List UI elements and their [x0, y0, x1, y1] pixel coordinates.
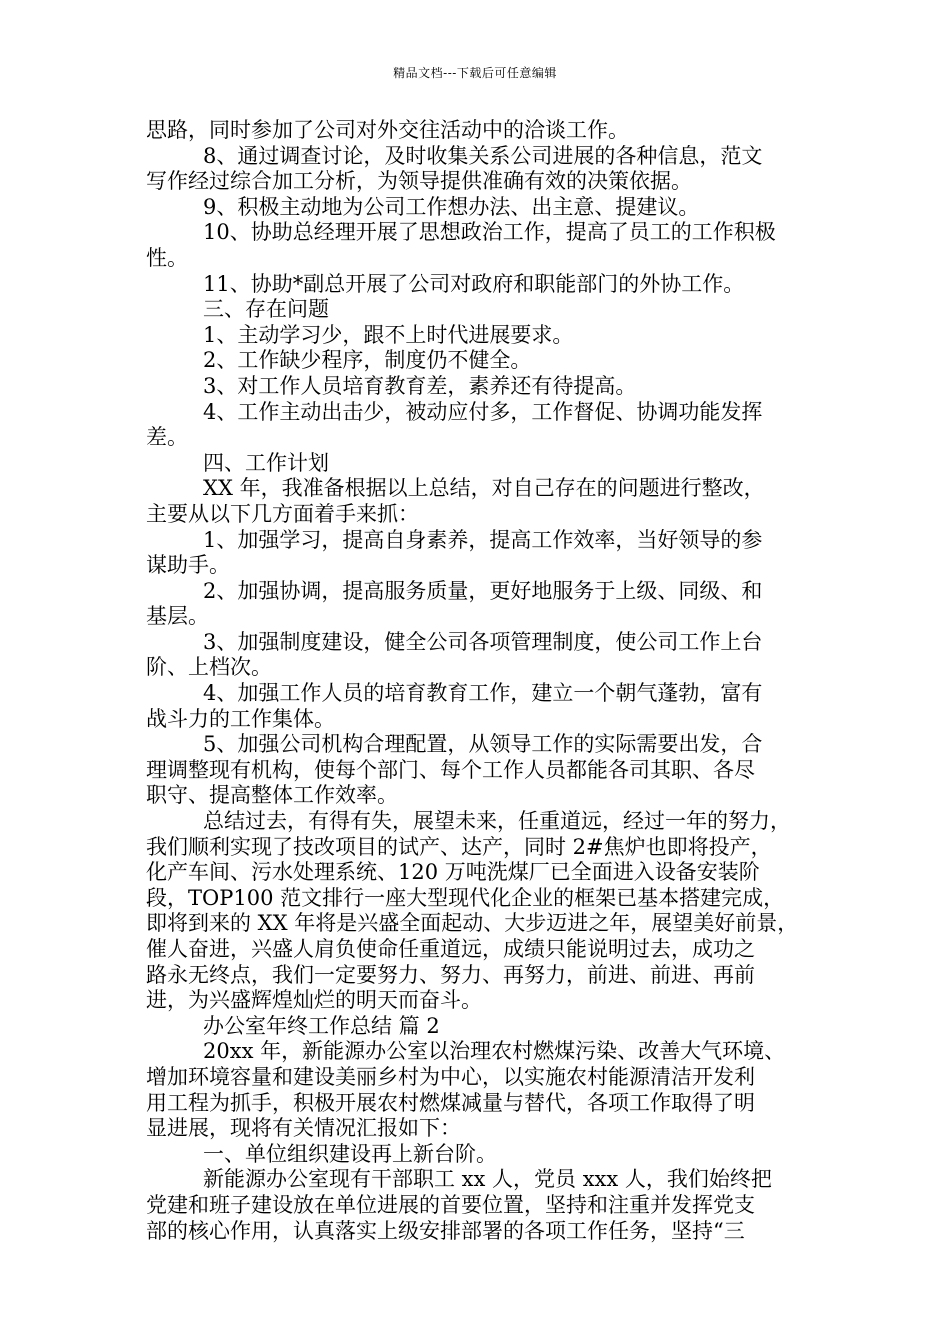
- text-line: 显进展，现将有关情况汇报如下：: [146, 1116, 461, 1141]
- text-line: 性。: [146, 245, 188, 270]
- text-line: 增加环境容量和建设美丽乡村为中心，以实施农村能源清洁开发利: [146, 1064, 755, 1089]
- text-line: 10、协助总经理开展了思想政治工作，提高了员工的工作积极: [203, 220, 776, 245]
- text-line: 2、加强协调，提高服务质量，更好地服务于上级、同级、和: [203, 578, 763, 603]
- page-header: 精品文档---下载后可任意编辑: [393, 66, 557, 80]
- text-line: 新能源办公室现有干部职工 xx 人，党员 xxx 人，我们始终把: [203, 1167, 772, 1192]
- text-line: 1、主动学习少，跟不上时代进展要求。: [203, 322, 574, 347]
- text-line: 总结过去，有得有失，展望未来，任重道远，经过一年的努力，: [203, 809, 791, 834]
- text-line: 职守、提高整体工作效率。: [146, 783, 398, 808]
- text-line: 3、对工作人员培育教育差，素养还有待提高。: [203, 373, 637, 398]
- text-line: 党建和班子建设放在单位进展的首要位置，坚持和注重并发挥党支: [146, 1192, 755, 1217]
- text-line: 催人奋进，兴盛人肩负使命任重道远，成绩只能说明过去，成功之: [146, 937, 755, 961]
- text-line: 2、工作缺少程序，制度仍不健全。: [203, 348, 532, 373]
- text-line: 主要从以下几方面着手来抓：: [146, 501, 419, 526]
- text-line: 写作经过综合加工分析，为领导提供准确有效的决策依据。: [146, 169, 692, 194]
- text-line: 4、加强工作人员的培育教育工作，建立一个朝气蓬勃，富有: [203, 681, 763, 706]
- text-line: 3、加强制度建设，健全公司各项管理制度，使公司工作上台: [203, 629, 763, 654]
- text-line: 5、加强公司机构合理配置，从领导工作的实际需要出发，合: [203, 732, 763, 757]
- text-line: 路永无终点，我们一定要努力、努力、再努力，前进、前进、再前: [146, 962, 755, 987]
- text-line: 差。: [146, 425, 188, 450]
- text-line: 即将到来的 XX 年将是兴盛全面起动、大步迈进之年，展望美好前景，: [146, 911, 799, 936]
- text-line: 战斗力的工作集体。: [146, 706, 335, 731]
- text-line: 办公室年终工作总结 篇 2: [203, 1013, 440, 1038]
- text-line: 三、存在问题: [203, 297, 329, 322]
- text-line: XX 年，我准备根据以上总结，对自己存在的问题进行整改，: [203, 476, 765, 501]
- text-line: 9、积极主动地为公司工作想办法、出主意、提建议。: [203, 194, 700, 219]
- text-line: 理调整现有机构，使每个部门、每个工作人员都能各司其职、各尽: [146, 757, 755, 782]
- text-line: 进，为兴盛辉煌灿烂的明天而奋斗。: [146, 988, 482, 1013]
- document-body: [146, 118, 816, 1244]
- text-line: 20xx 年，新能源办公室以治理农村燃煤污染、改善大气环境、: [203, 1039, 786, 1064]
- text-line: 四、工作计划: [203, 450, 329, 475]
- text-line: 部的核心作用，认真落实上级安排部署的各项工作任务，坚持“三: [146, 1218, 745, 1243]
- text-line: 思路，同时参加了公司对外交往活动中的洽谈工作。: [146, 118, 629, 142]
- text-line: 一、单位组织建设再上新台阶。: [203, 1141, 497, 1166]
- text-line: 基层。: [146, 604, 209, 629]
- text-line: 用工程为抓手，积极开展农村燃煤减量与替代，各项工作取得了明: [146, 1090, 755, 1115]
- text-line: 4、工作主动出击少，被动应付多，工作督促、协调功能发挥: [203, 399, 763, 424]
- text-line: 1、加强学习，提高自身素养，提高工作效率，当好领导的参: [203, 527, 763, 552]
- text-line: 谋助手。: [146, 553, 230, 578]
- text-line: 化产车间、污水处理系统、120 万吨洗煤厂已全面进入设备安装阶: [146, 860, 760, 885]
- text-line: 段，TOP100 范文排行一座大型现代化企业的框架已基本搭建完成，: [146, 885, 785, 910]
- text-line: 8、通过调查讨论，及时收集关系公司进展的各种信息，范文: [203, 143, 763, 168]
- text-line: 11、协助*副总开展了公司对政府和职能部门的外协工作。: [203, 271, 745, 296]
- text-line: 我们顺利实现了技改项目的试产、达产，同时 2#焦炉也即将投产，: [146, 834, 772, 859]
- text-line: 阶、上档次。: [146, 655, 272, 680]
